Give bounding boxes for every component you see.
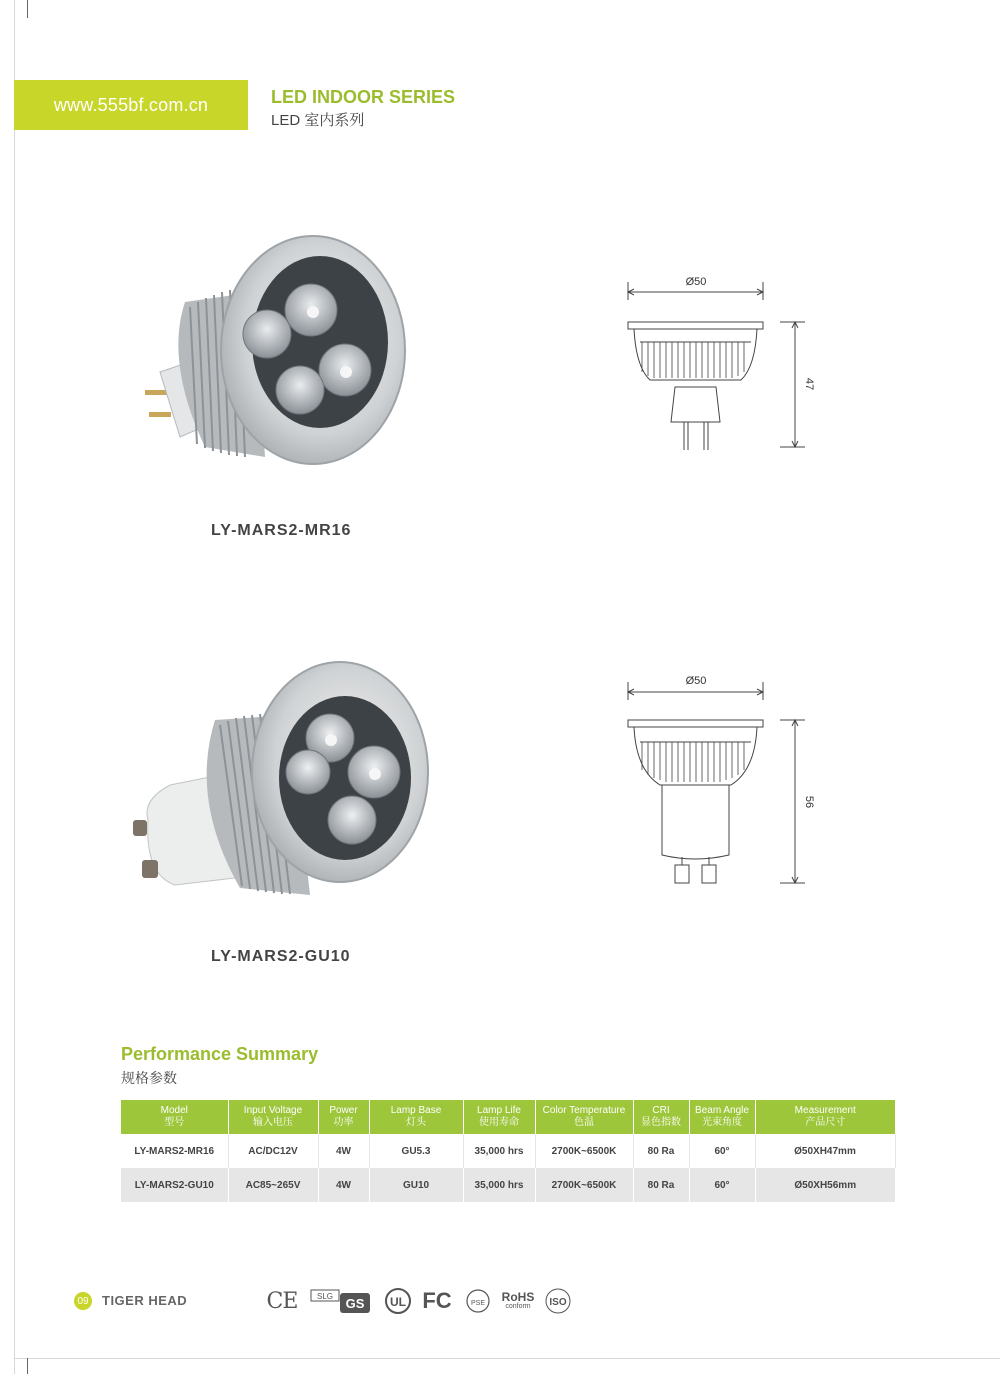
table-cell: 35,000 hrs — [463, 1168, 535, 1202]
col-power: Power 功率 — [318, 1100, 369, 1134]
svg-text:UL: UL — [390, 1295, 406, 1309]
mr16-diameter-label: Ø50 — [685, 276, 707, 288]
rohs-mark-icon: RoHS conform — [501, 1290, 535, 1310]
col-cri: CRI 显色指数 — [633, 1100, 689, 1134]
col-color-temperature: Color Temperature 色温 — [535, 1100, 633, 1134]
pse-mark-icon — [465, 1287, 491, 1315]
col-model: Model 型号 — [121, 1100, 228, 1134]
table-header-row — [121, 1100, 895, 1134]
col-lamp-life: Lamp Life 使用寿命 — [463, 1100, 535, 1134]
page-number: 09 — [77, 1295, 89, 1307]
page-edge-left — [14, 0, 15, 1374]
mr16-lamp-photo — [135, 222, 415, 477]
col-measurement: Measurement 产品尺寸 — [755, 1100, 895, 1134]
table-cell: 60° — [689, 1134, 755, 1168]
table-row — [121, 1134, 895, 1168]
svg-text:PSE: PSE — [470, 1300, 486, 1307]
table-cell: 35,000 hrs — [463, 1134, 535, 1168]
table-cell: AC85~265V — [228, 1168, 318, 1202]
gu10-lamp-photo — [130, 660, 430, 900]
table-row — [121, 1168, 895, 1202]
performance-subtitle: 规格参数 — [121, 1070, 177, 1086]
crop-mark-bottom — [27, 1358, 28, 1374]
col-beam-angle: Beam Angle 光束角度 — [689, 1100, 755, 1134]
gu10-dimension-drawing — [620, 670, 820, 895]
table-cell: GU10 — [369, 1168, 463, 1202]
mr16-model-label: LY-MARS2-MR16 — [211, 522, 352, 539]
table-cell: 2700K~6500K — [535, 1168, 633, 1202]
table-cell: 80 Ra — [633, 1168, 689, 1202]
table-cell: 80 Ra — [633, 1134, 689, 1168]
table-cell: Ø50XH47mm — [755, 1134, 895, 1168]
website-banner — [14, 80, 248, 130]
svg-text:SLG: SLG — [316, 1292, 334, 1301]
slg-gs-mark-icon — [310, 1287, 372, 1315]
table-cell: LY-MARS2-GU10 — [121, 1168, 228, 1202]
table-cell: LY-MARS2-MR16 — [121, 1134, 228, 1168]
table-cell: GU5.3 — [369, 1134, 463, 1168]
svg-text:ISO: ISO — [549, 1297, 567, 1308]
table-cell: 4W — [318, 1134, 369, 1168]
crop-mark-top — [27, 0, 28, 18]
page-edge-bottom — [14, 1358, 1000, 1359]
performance-title: Performance Summary — [121, 1044, 319, 1064]
mr16-dimension-drawing — [620, 272, 820, 462]
gu10-height-label: 56 — [803, 795, 815, 809]
mr16-height-label: 47 — [803, 377, 815, 391]
table-cell: 60° — [689, 1168, 755, 1202]
table-cell: 2700K~6500K — [535, 1134, 633, 1168]
ul-mark-icon — [384, 1287, 412, 1315]
website-url: www.555bf.com.cn — [53, 94, 209, 115]
table-cell: 4W — [318, 1168, 369, 1202]
svg-text:GS: GS — [345, 1296, 365, 1311]
iso-mark-icon — [544, 1287, 572, 1315]
footer-brand: TIGER HEAD — [102, 1293, 188, 1308]
page-number-badge — [74, 1292, 92, 1310]
ce-mark-icon: CE — [266, 1288, 298, 1314]
spec-table — [121, 1100, 896, 1202]
col-input-voltage: Input Voltage 输入电压 — [228, 1100, 318, 1134]
gu10-diameter-label: Ø50 — [685, 675, 707, 687]
table-cell: AC/DC12V — [228, 1134, 318, 1168]
series-subtitle: LED 室内系列 — [271, 112, 365, 129]
series-title: LED INDOOR SERIES — [271, 87, 456, 107]
gu10-model-label: LY-MARS2-GU10 — [211, 948, 351, 965]
fcc-mark-icon: FC — [422, 1288, 452, 1313]
table-cell: Ø50XH56mm — [755, 1168, 895, 1202]
col-lamp-base: Lamp Base 灯头 — [369, 1100, 463, 1134]
